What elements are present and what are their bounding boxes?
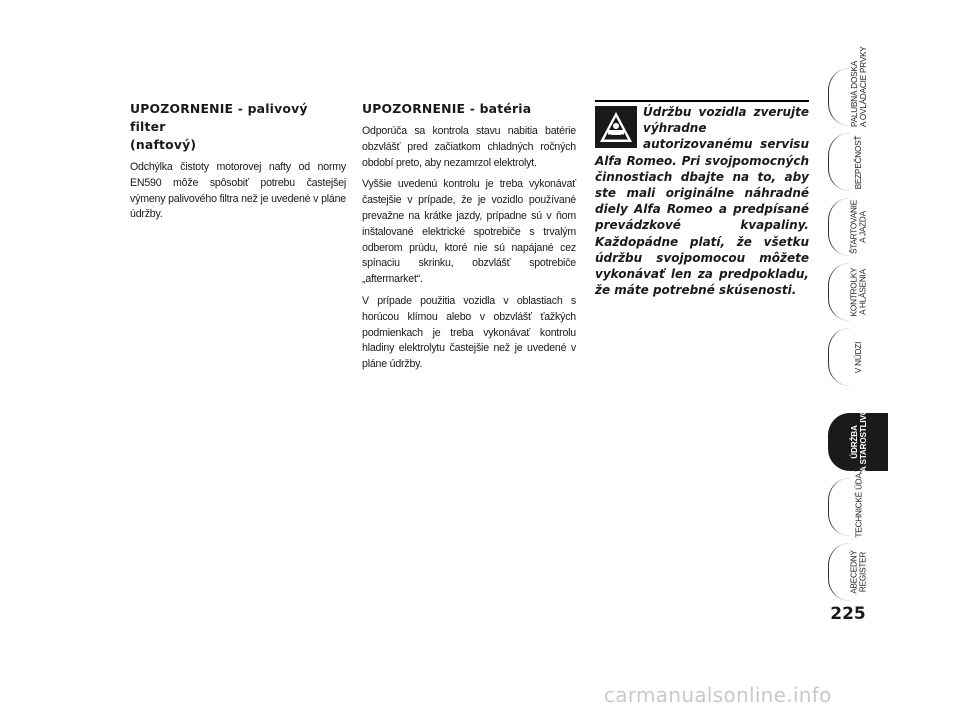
warning-text: Údržbu vozidla zverujte výhradne autorizovanému servisu Alfa Romeo. Pri svojpomocných činnostiach dbajte na to, aby ste mali originálne náhradné diely Alfa Romeo a predpísané prevádzkové kvapaliny. Každopádne platí, že všetku údržbu svojpomocou môžete vykonávať len za predpokladu, že máte potrebné skúsenosti. bbox=[595, 105, 809, 298]
fuel-filter-heading-line2: (naftový) bbox=[130, 137, 197, 152]
battery-section bbox=[362, 100, 576, 379]
tab-label: ÚDRŽBA A STAROSTLIVOSŤ bbox=[849, 399, 868, 472]
tab-label: ŠTARTOVANIE A JAZDA bbox=[849, 199, 868, 255]
tab-v-nudzi[interactable] bbox=[828, 328, 888, 386]
tab-technicke-udaje[interactable] bbox=[828, 463, 888, 537]
tab-label: ABECEDNÝ REGISTER bbox=[849, 550, 868, 594]
battery-paragraph-1: Odporúča sa kontrola stavu nabitia batérie obzvlášť pred začiatkom chladných ročných období preto, aby nezamrzol elektrolyt. bbox=[362, 125, 576, 169]
tab-label: PALUBNÁ DOSKA A OVLÁDACIE PRVKY bbox=[849, 46, 868, 127]
warning-triangle-icon bbox=[595, 106, 637, 148]
warning-box bbox=[595, 100, 809, 298]
fuel-filter-paragraph: Odchýlka čistoty motorovej nafty od normy EN590 môže spôsobiť potrebu častejšej výmeny palivového filtra než je uvedené v pláne údržby. bbox=[130, 161, 346, 221]
tab-label: KONTROLKY A HLÁSENIA bbox=[849, 267, 868, 317]
fuel-filter-heading-line1: UPOZORNENIE - palivový filter bbox=[130, 101, 308, 134]
battery-paragraph-3: V prípade použitia vozidla v oblastiach s horúcou klímou alebo v obzvlášť ťažkých podmienkach je treba vykonávať kontrolu hladiny elektrolytu častejšie než je uvedené v pláne údržby. bbox=[362, 294, 576, 371]
tab-abecedny-register[interactable] bbox=[828, 543, 888, 601]
fuel-filter-section bbox=[130, 100, 346, 229]
tab-label: V NÚDZI bbox=[854, 341, 863, 373]
tab-palubna-doska[interactable] bbox=[828, 46, 888, 127]
page-number: 225 bbox=[830, 604, 866, 624]
tab-kontrolky[interactable] bbox=[828, 263, 888, 321]
battery-heading: UPOZORNENIE - batéria bbox=[362, 101, 532, 116]
battery-paragraph-2: Vyššie uvedenú kontrolu je treba vykonávať častejšie v prípade, že je vozidlo používané prevažne na krátke jazdy, prípadne sú v ňom inštalované elektrické spotrebiče s trvalým odberom prúdu, ktoré nie sú napájané cez spínaciu skrinku, obzvlášť spotrebiče „aftermarket“. bbox=[362, 178, 576, 286]
tab-udrzba-active[interactable] bbox=[828, 399, 888, 472]
tab-bezpecnost[interactable] bbox=[828, 133, 888, 191]
fuel-filter-heading bbox=[130, 100, 346, 154]
watermark: carmanualsonline.info bbox=[604, 683, 832, 707]
tab-label: TECHNICKÉ ÚDAJE bbox=[854, 463, 863, 537]
tab-label: BEZPEČNOSŤ bbox=[854, 135, 863, 189]
tab-startovanie[interactable] bbox=[828, 198, 888, 256]
warning-section bbox=[595, 100, 809, 298]
